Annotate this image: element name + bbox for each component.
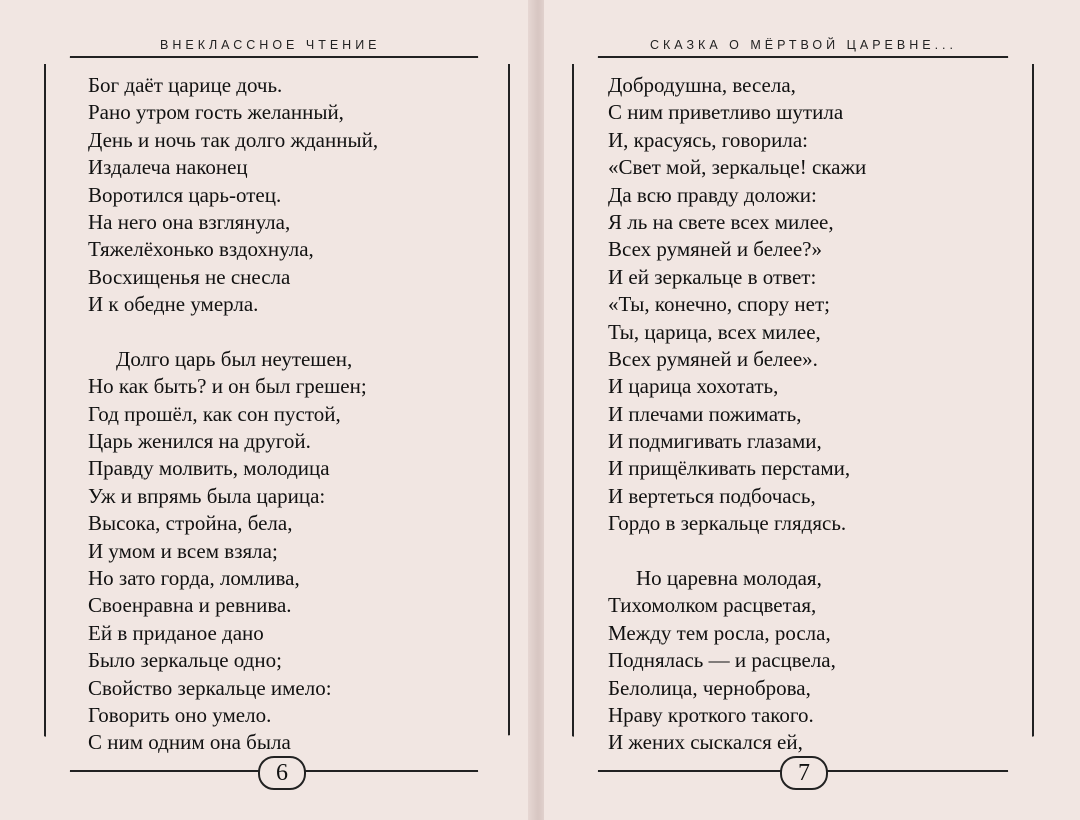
poem-line: Было зеркальце одно; (88, 648, 282, 673)
poem-line: Ей в приданое дано (88, 620, 264, 645)
poem-line: Я ль на свете всех милее, (608, 209, 834, 234)
page-number: 7 (780, 756, 828, 790)
poem-line: Поднялась — и расцвела, (608, 648, 836, 673)
poem-line: Свойство зеркальце имело: (88, 675, 332, 700)
poem-line: Но царевна молодая, (636, 566, 822, 591)
header-rule (34, 56, 518, 58)
corner-ornament (1008, 735, 1078, 805)
poem-line: Между тем росла, росла, (608, 620, 831, 645)
poem-line: День и ночь так долго жданный, (88, 127, 379, 152)
poem-line: Воротился царь-отец. (88, 182, 282, 207)
poem-line: Правду молвить, молодица (88, 456, 330, 481)
poem-line: Своенравна и ревнива. (88, 593, 292, 618)
right-page (544, 0, 1080, 820)
poem-line: Рано утром гость желанный, (88, 100, 344, 125)
poem-line: Уж и впрямь была царица: (88, 483, 326, 508)
poem-line: Гордо в зеркальце глядясь. (608, 511, 847, 536)
corner-ornament (0, 735, 70, 805)
poem-line: С ним приветливо шутила (608, 100, 844, 125)
poem-line: И к обедне умерла. (88, 292, 259, 317)
poem-line: Ты, царица, всех милее, (608, 319, 821, 344)
poem-line: Долго царь был неутешен, (116, 346, 353, 371)
poem-line: Издалеча наконец (88, 155, 248, 180)
poem-line: Говорить оно умело. (88, 702, 272, 727)
poem-line: Но как быть? и он был грешен; (88, 374, 367, 399)
poem-line: Тихомолком расцветая, (608, 593, 817, 618)
poem-line: Но зато горда, ломлива, (88, 566, 300, 591)
poem-line: И царица хохотать, (608, 374, 779, 399)
poem-line: Белолица, черноброва, (608, 675, 811, 700)
poem-line: С ним одним она была (88, 730, 291, 755)
poem-line: И прищёлкивать перстами, (608, 456, 851, 481)
poem-line: И вертеться подбочась, (608, 483, 816, 508)
header-rule (562, 56, 1042, 58)
corner-ornament (478, 735, 532, 805)
poem-line: Высока, стройна, бела, (88, 511, 293, 536)
page-number: 6 (258, 756, 306, 790)
poem-line: «Ты, конечно, спору нет; (608, 292, 830, 317)
running-head: СКАЗКА О МЁРТВОЙ ЦАРЕВНЕ... (650, 38, 957, 52)
poem-line: Год прошёл, как сон пустой, (88, 401, 341, 426)
poem-line: Бог даёт царице дочь. (88, 73, 283, 97)
poem-line: И ей зеркальце в ответ: (608, 264, 817, 289)
poem-line: На него она взглянула, (88, 209, 291, 234)
poem-line: Восхищенья не снесла (88, 264, 291, 289)
poem-text (608, 72, 866, 757)
poem-line: Всех румяней и белее». (608, 346, 818, 371)
poem-line: И плечами пожимать, (608, 401, 802, 426)
stanza-break (608, 538, 866, 565)
stanza-break (88, 319, 378, 346)
poem-line: И подмигивать глазами, (608, 429, 822, 454)
poem-line: Тяжелёхонько вздохнула, (88, 237, 314, 262)
poem-line: Добродушна, весела, (608, 73, 796, 97)
poem-line: Царь женился на другой. (88, 429, 311, 454)
left-page (0, 0, 532, 820)
poem-line: И, красуясь, говорила: (608, 127, 809, 152)
running-head: ВНЕКЛАССНОЕ ЧТЕНИЕ (160, 38, 381, 52)
poem-line: Да всю правду доложи: (608, 182, 817, 207)
poem-text (88, 72, 378, 757)
poem-line: И умом и всем взяла; (88, 538, 278, 563)
poem-line: И жених сыскался ей, (608, 730, 803, 755)
poem-line: Всех румяней и белее?» (608, 237, 822, 262)
poem-line: «Свет мой, зеркальце! скажи (608, 155, 867, 180)
poem-line: Нраву кроткого такого. (608, 702, 814, 727)
